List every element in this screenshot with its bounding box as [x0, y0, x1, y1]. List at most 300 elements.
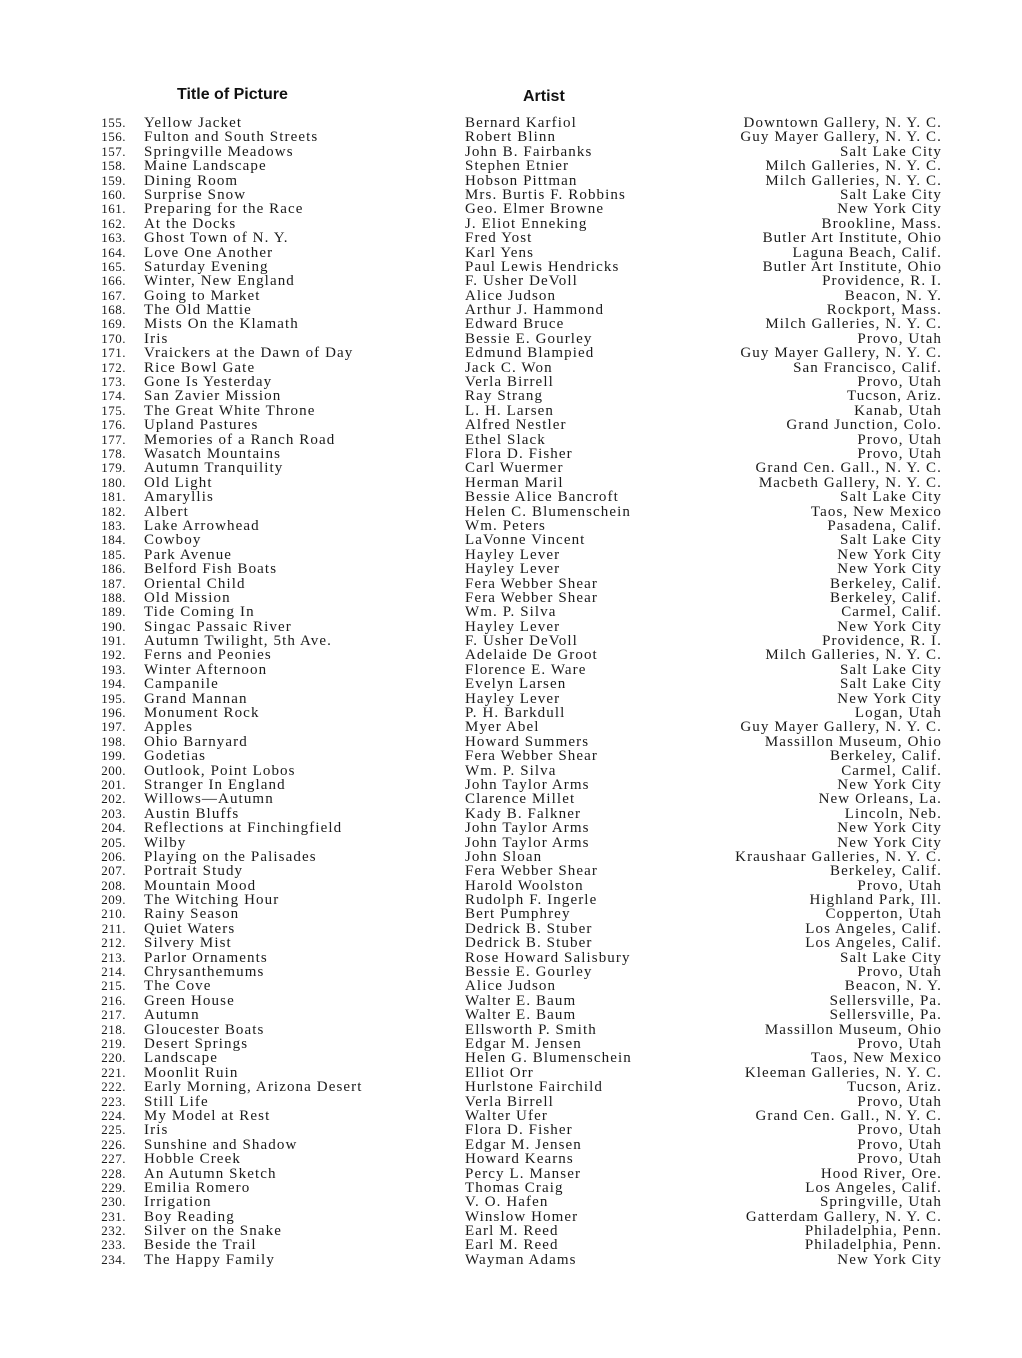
- location: Provo, Utah: [857, 374, 942, 391]
- artist-name: Wm. P. Silva: [465, 762, 557, 779]
- catalog-entry: [0, 1051, 1022, 1065]
- artist-name: John Taylor Arms: [465, 776, 590, 793]
- artist-name: John Taylor Arms: [465, 834, 590, 851]
- title-column-header: Title of Picture: [177, 86, 288, 103]
- location: Milch Galleries, N. Y. C.: [765, 647, 942, 664]
- artist-name: Ethel Slack: [465, 431, 546, 448]
- entry-number: 184.: [101, 532, 126, 548]
- picture-title: Oriental Child: [144, 575, 246, 592]
- catalog-list: [0, 116, 1022, 1267]
- entry-number: 161.: [101, 201, 126, 217]
- entry-number: 208.: [101, 877, 126, 893]
- catalog-entry: [0, 217, 1022, 231]
- entry-number: 209.: [101, 892, 126, 908]
- picture-title: Amaryllis: [144, 489, 214, 506]
- location: Grand Cen. Gall., N. Y. C.: [755, 1107, 942, 1124]
- location: Guy Mayer Gallery, N. Y. C.: [740, 719, 942, 736]
- artist-name: Walter E. Baum: [465, 1007, 577, 1024]
- catalog-entry: [0, 720, 1022, 734]
- entry-number: 216.: [101, 992, 126, 1008]
- artist-name: Fera Webber Shear: [465, 589, 599, 606]
- artist-name: Bert Pumphrey: [465, 906, 571, 923]
- entry-number: 167.: [101, 287, 126, 303]
- catalog-entry: [0, 850, 1022, 864]
- picture-title: The Cove: [144, 978, 212, 995]
- artist-name: Earl M. Reed: [465, 1237, 559, 1254]
- artist-name: Carl Wuermer: [465, 460, 564, 477]
- artist-name: Elliot Orr: [465, 1064, 534, 1081]
- artist-name: Clarence Millet: [465, 791, 576, 808]
- catalog-entry: [0, 562, 1022, 576]
- artist-name: Wayman Adams: [465, 1251, 577, 1268]
- entry-number: 206.: [101, 848, 126, 864]
- artist-name: Arthur J. Hammond: [465, 302, 605, 319]
- location: Carmel, Calif.: [841, 762, 942, 779]
- entry-number: 212.: [101, 935, 126, 951]
- artist-name: Verla Birrell: [465, 1093, 554, 1110]
- entry-number: 183.: [101, 517, 126, 533]
- artist-name: Dedrick B. Stuber: [465, 935, 593, 952]
- artist-name: Edward Bruce: [465, 316, 565, 333]
- entry-number: 213.: [101, 949, 126, 965]
- catalog-entry: [0, 505, 1022, 519]
- picture-title: Sunshine and Shadow: [144, 1136, 298, 1153]
- entry-number: 220.: [101, 1050, 126, 1066]
- catalog-entry: [0, 1109, 1022, 1123]
- catalog-entry: [0, 1152, 1022, 1166]
- artist-name: Fred Yost: [465, 230, 533, 247]
- location: Gatterdam Gallery, N. Y. C.: [745, 1208, 942, 1225]
- entry-number: 217.: [101, 1007, 126, 1023]
- catalog-entry: [0, 461, 1022, 475]
- catalog-entry: [0, 548, 1022, 562]
- picture-title: Maine Landscape: [144, 158, 267, 175]
- entry-number: 186.: [101, 561, 126, 577]
- picture-title: Monument Rock: [144, 705, 260, 722]
- artist-name: Howard Kearns: [465, 1151, 574, 1168]
- location: Kleeman Galleries, N. Y. C.: [744, 1064, 942, 1081]
- artist-name: Bessie Alice Bancroft: [465, 489, 619, 506]
- catalog-entry: [0, 1080, 1022, 1094]
- location: New York City: [837, 201, 942, 218]
- entry-number: 169.: [101, 316, 126, 332]
- catalog-entry: [0, 821, 1022, 835]
- artist-name: LaVonne Vincent: [465, 532, 586, 549]
- catalog-entry: [0, 231, 1022, 245]
- entry-number: 202.: [101, 791, 126, 807]
- artist-name: Hayley Lever: [465, 690, 561, 707]
- location: Berkeley, Calif.: [829, 748, 942, 765]
- entry-number: 177.: [101, 431, 126, 447]
- entry-number: 163.: [101, 230, 126, 246]
- entry-number: 173.: [101, 374, 126, 390]
- entry-number: 225.: [101, 1122, 126, 1138]
- artist-name: P. H. Barkdull: [465, 705, 566, 722]
- entry-number: 155.: [101, 115, 126, 130]
- artist-name: Earl M. Reed: [465, 1223, 559, 1240]
- picture-title: Beside the Trail: [144, 1237, 257, 1254]
- location: Provo, Utah: [857, 1036, 942, 1052]
- artist-name: Karl Yens: [465, 244, 535, 261]
- location: New York City: [837, 834, 942, 851]
- entry-number: 181.: [101, 489, 126, 505]
- artist-name: Helen C. Blumenschein: [465, 503, 631, 520]
- entry-number: 178.: [101, 445, 126, 461]
- artist-name: V. O. Hafen: [465, 1194, 549, 1211]
- catalog-entry: [0, 202, 1022, 216]
- picture-title: Playing on the Palisades: [144, 848, 317, 865]
- entry-number: 194.: [101, 676, 126, 692]
- location: Logan, Utah: [854, 705, 942, 722]
- artist-name: Robert Blinn: [465, 129, 557, 146]
- location: Taos, New Mexico: [810, 1050, 942, 1067]
- artist-name: John Sloan: [465, 848, 543, 865]
- picture-title: Saturday Evening: [144, 258, 269, 275]
- location: Tucson, Ariz.: [846, 1079, 942, 1096]
- location: Milch Galleries, N. Y. C.: [765, 172, 942, 189]
- artist-name: Hayley Lever: [465, 546, 561, 563]
- entry-number: 187.: [101, 575, 126, 591]
- catalog-entry: [0, 864, 1022, 878]
- location: Massillon Museum, Ohio: [764, 733, 942, 750]
- artist-name: Alfred Nestler: [465, 417, 567, 434]
- location: Grand Cen. Gall., N. Y. C.: [755, 460, 942, 477]
- location: Providence, R. I.: [822, 633, 942, 650]
- picture-title: Gone Is Yesterday: [144, 374, 273, 391]
- location: Philadelphia, Penn.: [804, 1237, 942, 1254]
- artist-name: F. Usher DeVoll: [465, 273, 578, 290]
- entry-number: 175.: [101, 402, 126, 418]
- picture-title: Portrait Study: [144, 863, 244, 880]
- artist-name: F. Usher DeVoll: [465, 633, 578, 650]
- picture-title: Grand Mannan: [144, 690, 248, 707]
- picture-title: The Old Mattie: [144, 302, 252, 319]
- entry-number: 226.: [101, 1136, 126, 1152]
- location: Milch Galleries, N. Y. C.: [765, 316, 942, 333]
- catalog-entry: [0, 1210, 1022, 1224]
- entry-number: 165.: [101, 258, 126, 274]
- entry-number: 196.: [101, 705, 126, 721]
- artist-name: L. H. Larsen: [465, 402, 555, 419]
- catalog-entry: [0, 936, 1022, 950]
- location: Berkeley, Calif.: [829, 575, 942, 592]
- picture-title: Emilia Romero: [144, 1179, 251, 1196]
- artist-name: Jack C. Won: [465, 359, 553, 376]
- entry-number: 168.: [101, 302, 126, 318]
- picture-title: Going to Market: [144, 287, 261, 304]
- catalog-entry: [0, 836, 1022, 850]
- catalog-entry: [0, 145, 1022, 159]
- entry-number: 200.: [101, 762, 126, 778]
- picture-title: Silver on the Snake: [144, 1223, 282, 1240]
- location: Salt Lake City: [839, 489, 942, 506]
- picture-title: Tide Coming In: [144, 604, 255, 621]
- entry-number: 176.: [101, 417, 126, 433]
- picture-title: Irrigation: [144, 1194, 212, 1211]
- picture-title: Winter Afternoon: [144, 661, 268, 678]
- artist-column-header: Artist: [523, 88, 565, 105]
- artist-name: Hurlstone Fairchild: [465, 1079, 603, 1096]
- catalog-entry: [0, 375, 1022, 389]
- entry-number: 219.: [101, 1036, 126, 1051]
- location: Grand Junction, Colo.: [786, 417, 942, 434]
- catalog-entry: [0, 965, 1022, 979]
- entry-number: 193.: [101, 661, 126, 677]
- catalog-entry: [0, 778, 1022, 792]
- entry-number: 233.: [101, 1237, 126, 1253]
- catalog-entry: [0, 1181, 1022, 1195]
- picture-title: Ghost Town of N. Y.: [144, 230, 289, 247]
- catalog-entry: [0, 1023, 1022, 1037]
- picture-title: Yellow Jacket: [144, 115, 243, 131]
- catalog-entry: [0, 274, 1022, 288]
- location: New York City: [837, 618, 942, 635]
- artist-name: Myer Abel: [465, 719, 540, 736]
- location: New York City: [837, 690, 942, 707]
- entry-number: 190.: [101, 618, 126, 634]
- location: Macbeth Gallery, N. Y. C.: [758, 474, 942, 491]
- artist-name: Harold Woolston: [465, 877, 584, 894]
- catalog-entry: [0, 648, 1022, 662]
- catalog-entry: [0, 907, 1022, 921]
- location: Provo, Utah: [857, 1122, 942, 1139]
- location: Lincoln, Neb.: [844, 805, 942, 822]
- entry-number: 166.: [101, 273, 126, 289]
- catalog-entry: [0, 1123, 1022, 1137]
- picture-title: Austin Bluffs: [144, 805, 240, 822]
- entry-number: 234.: [101, 1251, 126, 1267]
- picture-title: Landscape: [144, 1050, 219, 1067]
- entry-number: 218.: [101, 1021, 126, 1037]
- location: Beacon, N. Y.: [844, 978, 942, 995]
- entry-number: 160.: [101, 186, 126, 202]
- catalog-entry: [0, 692, 1022, 706]
- picture-title: Mists On the Klamath: [144, 316, 299, 333]
- artist-name: Walter Ufer: [465, 1107, 548, 1124]
- artist-name: Paul Lewis Hendricks: [465, 258, 620, 275]
- catalog-entry: [0, 519, 1022, 533]
- catalog-entry: [0, 1008, 1022, 1022]
- picture-title: Godetias: [144, 748, 207, 765]
- artist-name: Bessie E. Gourley: [465, 330, 593, 347]
- catalog-entry: [0, 447, 1022, 461]
- entry-number: 198.: [101, 733, 126, 749]
- artist-name: Bernard Karfiol: [465, 115, 577, 131]
- picture-title: Green House: [144, 992, 235, 1009]
- location: Copperton, Utah: [825, 906, 942, 923]
- entry-number: 211.: [101, 920, 126, 936]
- picture-title: My Model at Rest: [144, 1107, 271, 1124]
- entry-number: 231.: [101, 1208, 126, 1224]
- picture-title: At the Docks: [144, 215, 237, 232]
- picture-title: Wasatch Mountains: [144, 445, 282, 462]
- location: Salt Lake City: [839, 532, 942, 549]
- entry-number: 159.: [101, 172, 126, 188]
- location: Los Angeles, Calif.: [805, 920, 942, 937]
- location: Laguna Beach, Calif.: [792, 244, 942, 261]
- entry-number: 222.: [101, 1079, 126, 1095]
- artist-name: Florence E. Ware: [465, 661, 587, 678]
- picture-title: Boy Reading: [144, 1208, 235, 1225]
- catalog-entry: [0, 1238, 1022, 1252]
- entry-number: 179.: [101, 460, 126, 476]
- entry-number: 214.: [101, 964, 126, 980]
- location: Philadelphia, Penn.: [804, 1223, 942, 1240]
- artist-name: Howard Summers: [465, 733, 590, 750]
- catalog-entry: [0, 591, 1022, 605]
- entry-number: 192.: [101, 647, 126, 663]
- picture-title: Wilby: [144, 834, 187, 851]
- artist-name: Mrs. Burtis F. Robbins: [465, 186, 626, 203]
- location: Provo, Utah: [857, 431, 942, 448]
- artist-name: Edgar M. Jensen: [465, 1136, 582, 1153]
- picture-title: Quiet Waters: [144, 920, 236, 937]
- picture-title: Campanile: [144, 676, 219, 693]
- entry-number: 189.: [101, 604, 126, 620]
- catalog-entry: [0, 979, 1022, 993]
- location: Sellersville, Pa.: [829, 992, 942, 1009]
- artist-name: Adelaide De Groot: [465, 647, 598, 664]
- catalog-entry: [0, 879, 1022, 893]
- location: Salt Lake City: [839, 676, 942, 693]
- catalog-entry: [0, 663, 1022, 677]
- picture-title: Hobble Creek: [144, 1151, 241, 1168]
- artist-name: Winslow Homer: [465, 1208, 579, 1225]
- artist-name: Edgar M. Jensen: [465, 1036, 582, 1052]
- artist-name: Stephen Etnier: [465, 158, 570, 175]
- catalog-entry: [0, 476, 1022, 490]
- entry-number: 207.: [101, 863, 126, 879]
- picture-title: Rice Bowl Gate: [144, 359, 256, 376]
- entry-number: 197.: [101, 719, 126, 735]
- entry-number: 221.: [101, 1064, 126, 1080]
- picture-title: Preparing for the Race: [144, 201, 304, 218]
- picture-title: Ohio Barnyard: [144, 733, 248, 750]
- picture-title: Autumn Tranquility: [144, 460, 284, 477]
- picture-title: Old Light: [144, 474, 213, 491]
- catalog-entry: [0, 605, 1022, 619]
- picture-title: Fulton and South Streets: [144, 129, 319, 146]
- artist-name: Evelyn Larsen: [465, 676, 567, 693]
- picture-title: Parlor Ornaments: [144, 949, 268, 966]
- location: Los Angeles, Calif.: [805, 935, 942, 952]
- picture-title: Still Life: [144, 1093, 209, 1110]
- entry-number: 227.: [101, 1151, 126, 1167]
- picture-title: Gloucester Boats: [144, 1021, 265, 1038]
- entry-number: 188.: [101, 589, 126, 605]
- location: Provo, Utah: [857, 330, 942, 347]
- entry-number: 185.: [101, 546, 126, 562]
- location: Downtown Gallery, N. Y. C.: [743, 115, 942, 131]
- location: Los Angeles, Calif.: [805, 1179, 942, 1196]
- catalog-entry: [0, 893, 1022, 907]
- artist-name: Thomas Craig: [465, 1179, 564, 1196]
- catalog-entry: [0, 764, 1022, 778]
- artist-name: John Taylor Arms: [465, 820, 590, 837]
- picture-title: Park Avenue: [144, 546, 233, 563]
- picture-title: Rainy Season: [144, 906, 240, 923]
- picture-title: Winter, New England: [144, 273, 295, 290]
- location: New York City: [837, 1251, 942, 1268]
- location: Provo, Utah: [857, 877, 942, 894]
- artist-name: J. Eliot Enneking: [465, 215, 588, 232]
- picture-title: Upland Pastures: [144, 417, 259, 434]
- artist-name: Wm. Peters: [465, 517, 546, 534]
- location: Rockport, Mass.: [826, 302, 942, 319]
- location: San Francisco, Calif.: [793, 359, 942, 376]
- entry-number: 170.: [101, 330, 126, 346]
- location: Carmel, Calif.: [841, 604, 942, 621]
- entry-number: 199.: [101, 748, 126, 764]
- picture-title: Willows—Autumn: [144, 791, 274, 808]
- catalog-entry: [0, 1224, 1022, 1238]
- picture-title: Stranger In England: [144, 776, 286, 793]
- entry-number: 201.: [101, 776, 126, 792]
- catalog-entry: [0, 303, 1022, 317]
- artist-name: Wm. P. Silva: [465, 604, 557, 621]
- artist-name: Walter E. Baum: [465, 992, 577, 1009]
- entry-number: 157.: [101, 143, 126, 159]
- artist-name: Percy L. Manser: [465, 1165, 582, 1182]
- catalog-entry: [0, 332, 1022, 346]
- location: Butler Art Institute, Ohio: [762, 258, 942, 275]
- artist-name: Fera Webber Shear: [465, 575, 599, 592]
- location: Highland Park, Ill.: [809, 892, 942, 909]
- artist-name: Hobson Pittman: [465, 172, 578, 189]
- picture-title: Mountain Mood: [144, 877, 257, 894]
- artist-name: Alice Judson: [465, 978, 557, 995]
- artist-name: Verla Birrell: [465, 374, 554, 391]
- catalog-entry: [0, 620, 1022, 634]
- artist-name: Flora D. Fisher: [465, 445, 573, 462]
- picture-title: The Great White Throne: [144, 402, 316, 419]
- catalog-entry: [0, 1167, 1022, 1181]
- entry-number: 164.: [101, 244, 126, 260]
- entry-number: 223.: [101, 1093, 126, 1109]
- artist-name: Dedrick B. Stuber: [465, 920, 593, 937]
- picture-title: Memories of a Ranch Road: [144, 431, 336, 448]
- location: Salt Lake City: [839, 661, 942, 678]
- picture-title: Apples: [144, 719, 194, 736]
- location: New Orleans, La.: [818, 791, 942, 808]
- catalog-entry: [0, 389, 1022, 403]
- picture-title: Autumn Twilight, 5th Ave.: [144, 633, 332, 650]
- location: Pasadena, Calif.: [827, 517, 942, 534]
- location: New York City: [837, 776, 942, 793]
- entry-number: 232.: [101, 1223, 126, 1239]
- location: Berkeley, Calif.: [829, 863, 942, 880]
- catalog-entry: [0, 361, 1022, 375]
- location: Salt Lake City: [839, 143, 942, 160]
- picture-title: Singac Passaic River: [144, 618, 292, 635]
- location: Salt Lake City: [839, 186, 942, 203]
- catalog-entry: [0, 346, 1022, 360]
- location: Kanab, Utah: [854, 402, 942, 419]
- picture-title: Lake Arrowhead: [144, 517, 260, 534]
- catalog-entry: [0, 951, 1022, 965]
- location: Sellersville, Pa.: [829, 1007, 942, 1024]
- artist-name: Helen G. Blumenschein: [465, 1050, 632, 1067]
- location: Provo, Utah: [857, 1151, 942, 1168]
- artist-name: John B. Fairbanks: [465, 143, 593, 160]
- artist-name: Bessie E. Gourley: [465, 964, 593, 981]
- catalog-entry: [0, 807, 1022, 821]
- picture-title: Reflections at Finchingfield: [144, 820, 343, 837]
- location: New York City: [837, 820, 942, 837]
- entry-number: 228.: [101, 1165, 126, 1181]
- location: Springville, Utah: [819, 1194, 942, 1211]
- catalog-entry: [0, 1253, 1022, 1267]
